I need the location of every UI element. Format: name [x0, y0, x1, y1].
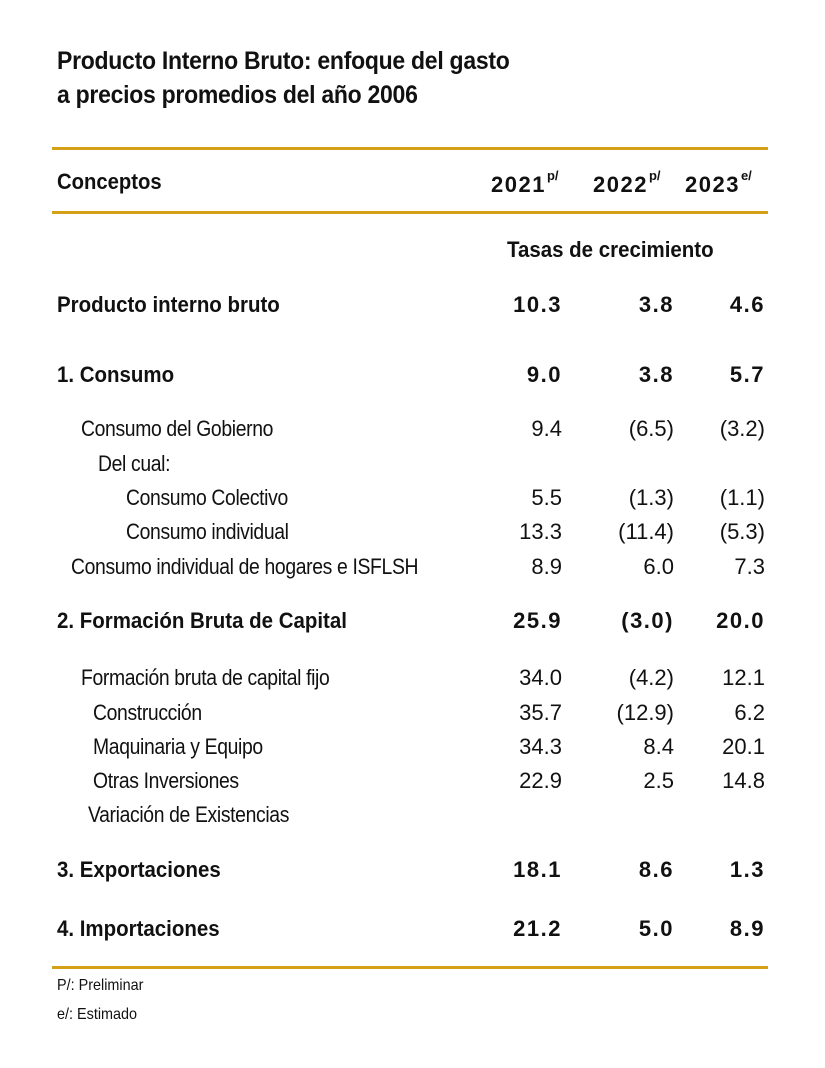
- table-row: [0, 362, 825, 392]
- table-row: [0, 292, 825, 322]
- value-2023: 7.3: [734, 554, 765, 579]
- table-row: [0, 416, 825, 446]
- row-label: 2. Formación Bruta de Capital: [57, 608, 347, 633]
- row-label: 4. Importaciones: [57, 916, 220, 941]
- column-header-2022: [593, 168, 661, 198]
- value-2023: (1.1): [719, 485, 765, 510]
- column-header-concepts: Conceptos: [57, 169, 162, 194]
- value-2021: 25.9: [513, 608, 562, 633]
- row-label: Producto interno bruto: [57, 292, 280, 317]
- title-line-1: Producto Interno Bruto: enfoque del gasto: [57, 47, 510, 75]
- value-2021: 21.2: [513, 916, 562, 941]
- table-title: [57, 44, 510, 112]
- value-2022: (6.5): [628, 416, 674, 441]
- title-line-2: a precios promedios del año 2006: [57, 81, 418, 109]
- year-2023: 2023: [685, 172, 740, 197]
- value-2022: 2.5: [643, 768, 674, 793]
- value-2022: (3.0): [621, 608, 674, 633]
- value-2023: 6.2: [734, 700, 765, 725]
- value-2022: 8.4: [643, 734, 674, 759]
- value-2023: 1.3: [729, 857, 765, 882]
- value-2022: 5.0: [638, 916, 674, 941]
- value-2021: 13.3: [519, 519, 562, 544]
- value-2022: (1.3): [628, 485, 674, 510]
- subheader-growth-rates: Tasas de crecimiento: [507, 237, 714, 262]
- value-2023: 5.7: [729, 362, 765, 387]
- value-2023: 12.1: [722, 665, 765, 690]
- footnote-preliminar: P/: Preliminar: [57, 977, 144, 994]
- value-2021: 34.0: [519, 665, 562, 690]
- value-2022: 3.8: [638, 362, 674, 387]
- value-2022: 8.6: [638, 857, 674, 882]
- value-2021: 5.5: [531, 485, 562, 510]
- table-row: [0, 802, 825, 832]
- value-2022: 6.0: [643, 554, 674, 579]
- header-rule: [52, 211, 768, 214]
- value-2021: 18.1: [513, 857, 562, 882]
- row-label: Del cual:: [98, 451, 171, 476]
- value-2021: 9.4: [531, 416, 562, 441]
- row-label: 1. Consumo: [57, 362, 175, 387]
- table-row: [0, 734, 825, 764]
- value-2023: (3.2): [719, 416, 765, 441]
- year-2023-mark: e/: [740, 168, 752, 183]
- table-row: [0, 554, 825, 584]
- year-2022-mark: p/: [648, 168, 661, 183]
- row-label: 3. Exportaciones: [57, 857, 221, 882]
- column-header-2023: [685, 168, 752, 198]
- footnote-estimado: e/: Estimado: [57, 1006, 138, 1023]
- row-label: Consumo individual: [126, 519, 289, 544]
- row-label: Consumo del Gobierno: [81, 416, 274, 441]
- value-2021: 34.3: [519, 734, 562, 759]
- value-2023: 4.6: [729, 292, 765, 317]
- year-2021: 2021: [491, 172, 546, 197]
- row-label: Consumo Colectivo: [126, 485, 288, 510]
- top-rule: [52, 147, 768, 150]
- value-2022: (11.4): [618, 519, 674, 544]
- year-2022: 2022: [593, 172, 648, 197]
- bottom-rule: [52, 966, 768, 969]
- table-row: [0, 451, 825, 481]
- value-2023: (5.3): [719, 519, 765, 544]
- value-2023: 8.9: [729, 916, 765, 941]
- value-2023: 20.0: [716, 608, 765, 633]
- row-label: Maquinaria y Equipo: [93, 734, 263, 759]
- value-2023: 20.1: [722, 734, 765, 759]
- row-label: Variación de Existencias: [88, 802, 290, 827]
- table-row: [0, 768, 825, 798]
- table-row: [0, 608, 825, 638]
- value-2021: 22.9: [519, 768, 562, 793]
- column-header-2021: [491, 168, 559, 198]
- value-2021: 10.3: [513, 292, 562, 317]
- value-2022: 3.8: [638, 292, 674, 317]
- row-label: Consumo individual de hogares e ISFLSH: [71, 554, 419, 579]
- value-2021: 35.7: [519, 700, 562, 725]
- year-2021-mark: p/: [546, 168, 559, 183]
- table-row: [0, 519, 825, 549]
- value-2023: 14.8: [722, 768, 765, 793]
- value-2022: (4.2): [628, 665, 674, 690]
- table-row: [0, 485, 825, 515]
- row-label: Otras Inversiones: [93, 768, 239, 793]
- table-row: [0, 700, 825, 730]
- row-label: Construcción: [93, 700, 202, 725]
- value-2021: 9.0: [526, 362, 562, 387]
- table-row: [0, 916, 825, 946]
- row-label: Formación bruta de capital fijo: [81, 665, 330, 690]
- value-2021: 8.9: [531, 554, 562, 579]
- table-row: [0, 857, 825, 887]
- value-2022: (12.9): [616, 700, 674, 725]
- table-row: [0, 665, 825, 695]
